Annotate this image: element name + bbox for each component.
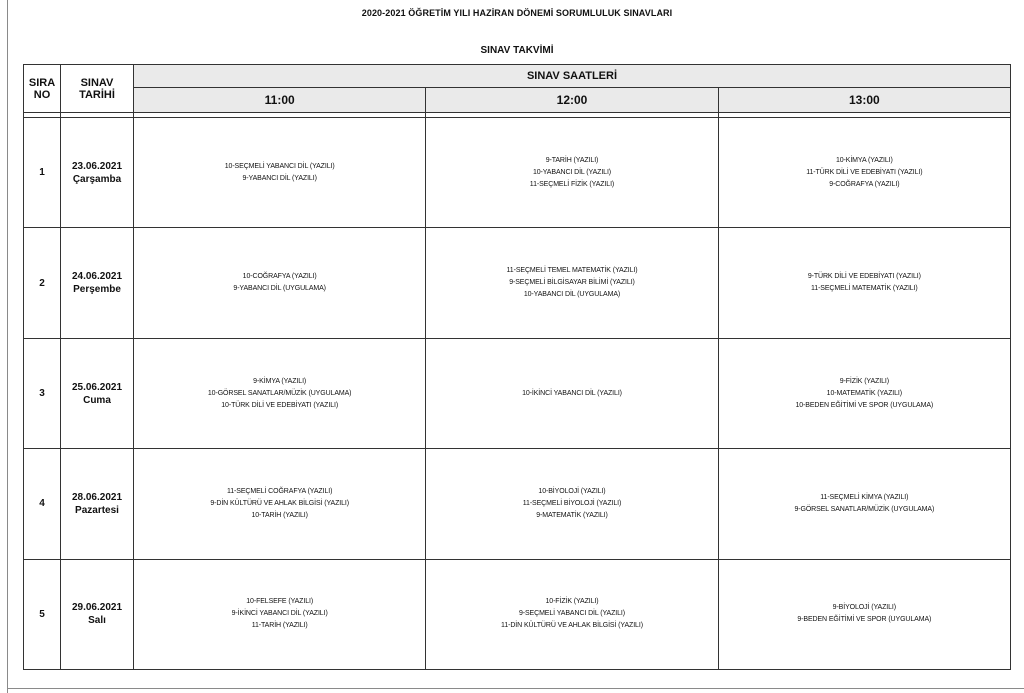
exam-entry: 9-KİMYA (YAZILI) xyxy=(253,377,307,385)
exam-entry: 11-SEÇMELİ BİYOLOJİ (YAZILI) xyxy=(522,499,622,507)
page-border-left xyxy=(7,0,8,693)
exam-slot-cell xyxy=(134,559,426,669)
exam-entry: 10-MATEMATİK (YAZILI) xyxy=(826,389,902,397)
exam-slot-cell xyxy=(718,559,1010,669)
exam-slot-cell xyxy=(718,338,1010,448)
exam-date: 28.06.2021 xyxy=(71,491,123,503)
exam-entry: 9-COĞRAFYA (YAZILI) xyxy=(829,180,900,188)
header-sira-no: SIRA NO xyxy=(24,65,61,113)
exam-entry: 11-SEÇMELİ KİMYA (YAZILI) xyxy=(820,493,909,501)
exam-entry: 11-SEÇMELİ MATEMATİK (YAZILI) xyxy=(811,285,918,293)
exam-schedule-table xyxy=(23,64,1011,670)
exam-slot-cell xyxy=(718,228,1010,338)
exam-date: 24.06.2021 xyxy=(71,271,123,283)
exam-day: Salı xyxy=(88,615,106,627)
exam-entry: 11-DİN KÜLTÜRÜ VE AHLAK BİLGİSİ (YAZILI) xyxy=(501,622,643,630)
document-subtitle: SINAV TAKVİMİ xyxy=(480,45,554,56)
exam-entry: 10-FELSEFE (YAZILI) xyxy=(246,598,314,606)
exam-entry: 10-TARİH (YAZILI) xyxy=(251,511,308,519)
exam-entry: 9-YABANCI DİL (YAZILI) xyxy=(242,174,317,182)
exam-entry: 9-TARİH (YAZILI) xyxy=(545,156,599,164)
row-number: 4 xyxy=(24,449,61,559)
exam-entry: 9-BİYOLOJİ (YAZILI) xyxy=(832,604,896,612)
table-row xyxy=(24,449,1011,559)
exam-entry: 11-TARİH (YAZILI) xyxy=(251,622,308,630)
header-time-1300: 13:00 xyxy=(718,88,1010,113)
exam-entry: 10-KİMYA (YAZILI) xyxy=(835,156,893,164)
exam-entry: 9-MATEMATİK (YAZILI) xyxy=(536,511,608,519)
exam-entry: 9-TÜRK DİLİ VE EDEBİYATI (YAZILI) xyxy=(807,273,921,281)
exam-entry: 10-İKİNCİ YABANCI DİL (YAZILI) xyxy=(522,389,622,397)
table-row xyxy=(24,228,1011,338)
exam-entry: 9-YABANCI DİL (UYGULAMA) xyxy=(233,285,326,293)
exam-entry: 9-SEÇMELİ BİLGİSAYAR BİLİMİ (YAZILI) xyxy=(509,279,635,287)
exam-entry: 9-SEÇMELİ YABANCI DİL (YAZILI) xyxy=(518,610,626,618)
exam-entry: 10-TÜRK DİLİ VE EDEBİYATI (YAZILI) xyxy=(221,401,339,409)
exam-slot-cell xyxy=(718,118,1010,228)
exam-entry: 10-BEDEN EĞİTİMİ VE SPOR (UYGULAMA) xyxy=(795,401,934,409)
exam-entry: 9-BEDEN EĞİTİMİ VE SPOR (UYGULAMA) xyxy=(797,616,932,624)
row-number: 1 xyxy=(24,118,61,228)
exam-date: 25.06.2021 xyxy=(71,381,123,393)
exam-entry: 9-GÖRSEL SANATLAR/MÜZİK (UYGULAMA) xyxy=(794,505,935,513)
exam-date-cell xyxy=(61,228,134,338)
exam-entry: 10-SEÇMELİ YABANCI DİL (YAZILI) xyxy=(224,162,335,170)
exam-slot-cell xyxy=(426,228,718,338)
exam-slot-cell xyxy=(134,118,426,228)
exam-entry: 9-İKİNCİ YABANCI DİL (YAZILI) xyxy=(231,610,328,618)
exam-date-cell xyxy=(61,338,134,448)
exam-entry: 10-YABANCI DİL (YAZILI) xyxy=(532,168,612,176)
exam-day: Perşembe xyxy=(73,284,121,296)
exam-entry: 9-DİN KÜLTÜRÜ VE AHLAK BİLGİSİ (YAZILI) xyxy=(210,499,349,507)
row-number: 3 xyxy=(24,338,61,448)
table-row xyxy=(24,559,1011,669)
header-sinav-tarihi: SINAV TARİHİ xyxy=(61,65,134,113)
exam-slot-cell xyxy=(426,449,718,559)
exam-slot-cell xyxy=(426,338,718,448)
table-row xyxy=(24,118,1011,228)
header-time-1200: 12:00 xyxy=(426,88,718,113)
exam-day: Cuma xyxy=(83,394,111,406)
exam-entry: 11-SEÇMELİ FİZİK (YAZILI) xyxy=(529,180,615,188)
row-number: 2 xyxy=(24,228,61,338)
exam-date-cell xyxy=(61,118,134,228)
exam-slot-cell xyxy=(134,228,426,338)
exam-slot-cell xyxy=(426,118,718,228)
exam-slot-cell xyxy=(134,338,426,448)
exam-entry: 11-SEÇMELİ COĞRAFYA (YAZILI) xyxy=(226,487,333,495)
exam-date-cell xyxy=(61,559,134,669)
exam-day: Çarşamba xyxy=(72,173,122,185)
exam-entry: 10-FİZİK (YAZILI) xyxy=(545,598,599,606)
exam-entry: 10-COĞRAFYA (YAZILI) xyxy=(242,273,317,281)
exam-date: 29.06.2021 xyxy=(71,602,123,614)
document-title: 2020-2021 ÖĞRETİM YILI HAZİRAN DÖNEMİ SORUMLULUK SINAVLARI xyxy=(361,8,673,18)
exam-date-cell xyxy=(61,449,134,559)
exam-slot-cell xyxy=(134,449,426,559)
exam-entry: 11-SEÇMELİ TEMEL MATEMATİK (YAZILI) xyxy=(506,267,638,275)
page-border-bottom xyxy=(7,688,1024,689)
table-row xyxy=(24,338,1011,448)
exam-day: Pazartesi xyxy=(75,504,119,516)
exam-entry: 10-BİYOLOJİ (YAZILI) xyxy=(538,487,606,495)
row-number: 5 xyxy=(24,559,61,669)
exam-date: 23.06.2021 xyxy=(71,160,123,172)
exam-slot-cell xyxy=(426,559,718,669)
exam-entry: 10-GÖRSEL SANATLAR/MÜZİK (UYGULAMA) xyxy=(207,389,352,397)
header-time-1100: 11:00 xyxy=(134,88,426,113)
header-sinav-saatleri: SINAV SAATLERİ xyxy=(134,65,1011,88)
exam-entry: 9-FİZİK (YAZILI) xyxy=(839,377,889,385)
exam-entry: 10-YABANCI DİL (UYGULAMA) xyxy=(523,291,621,299)
exam-entry: 11-TÜRK DİLİ VE EDEBİYATI (YAZILI) xyxy=(806,168,923,176)
exam-slot-cell xyxy=(718,449,1010,559)
